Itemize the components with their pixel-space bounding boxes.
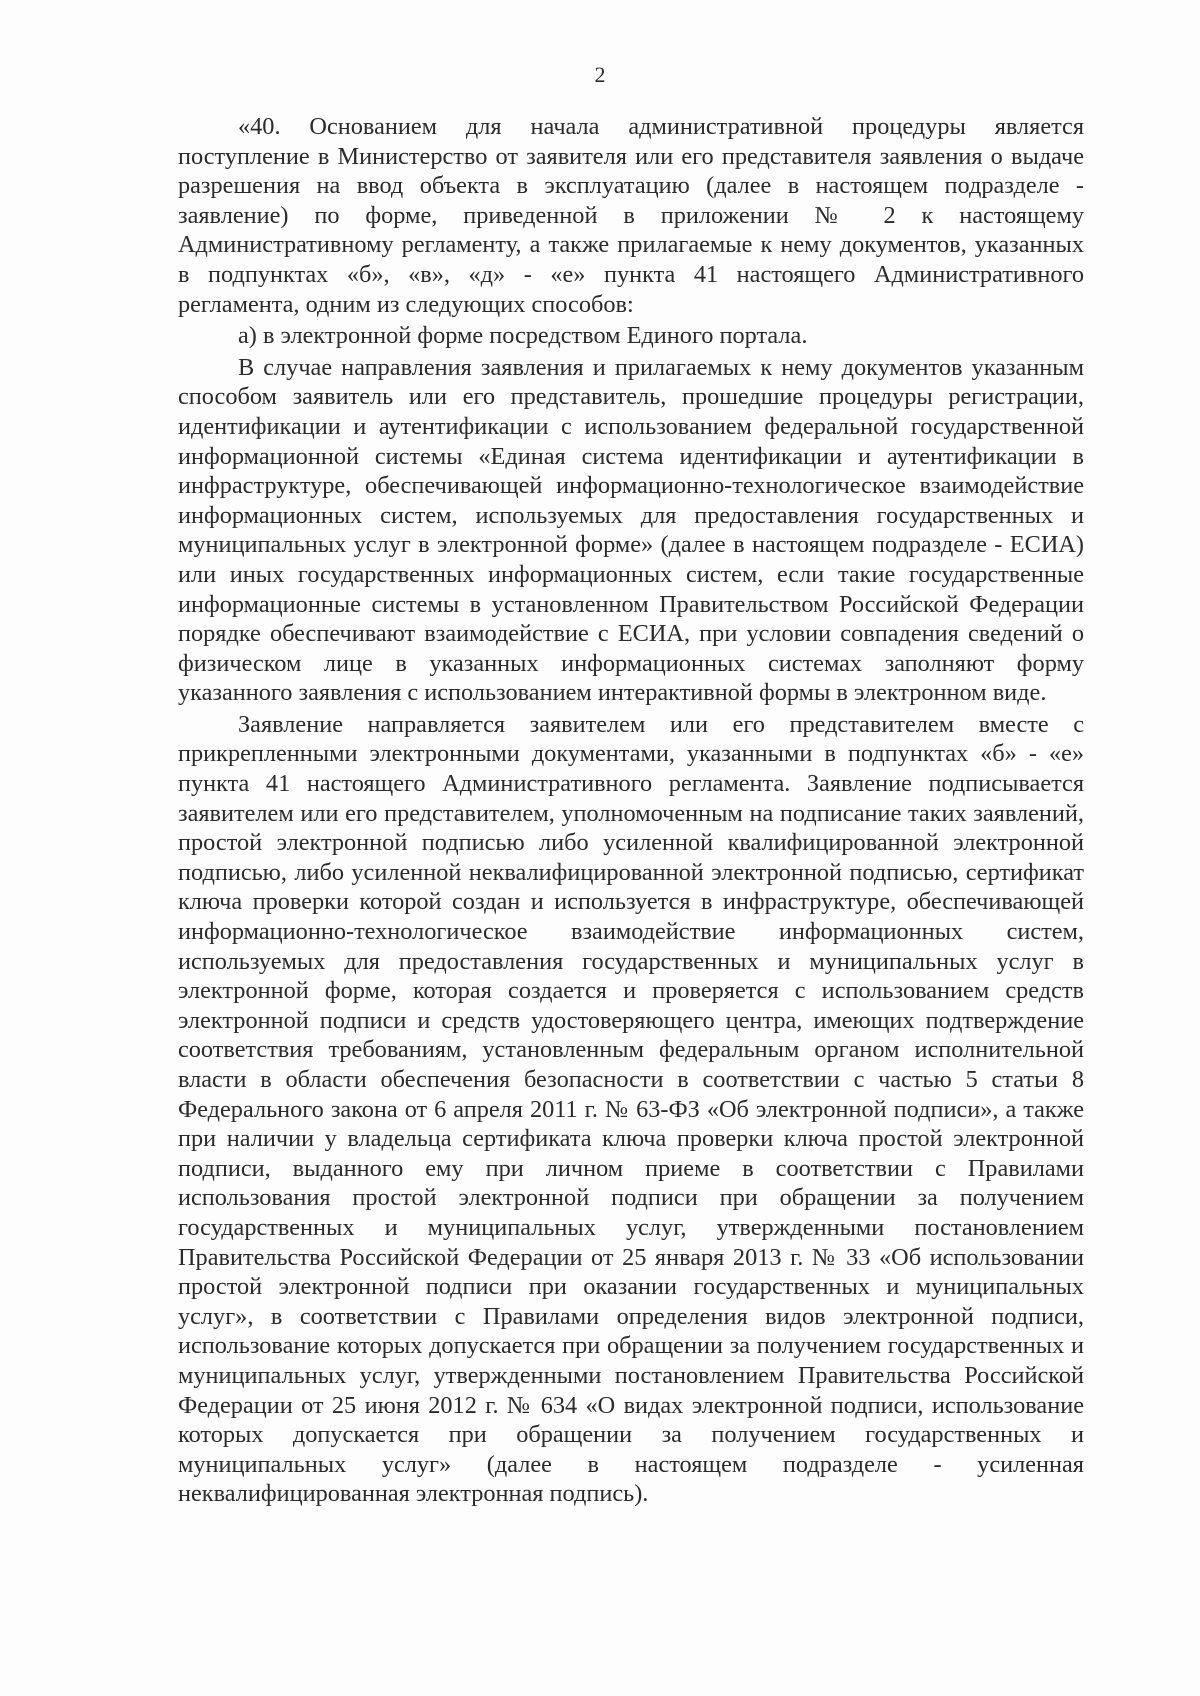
paragraph-basis: «40. Основанием для начала административной процедуры является поступление в Министерство от заявителя или его представителя заявления о выдаче разрешения на ввод объекта в эксплуатацию (далее в настоящем подразделе - заявление) по форме, приведенной в приложении № 2 к настоящему Административному регламенту, а также прилагаемые к нему документов, указанных в подпунктах «б», «в», «д» - «е» пункта 41 настоящего Административного регламента, одним из следующих способов: (178, 113, 1084, 318)
paragraph-method-a: а) в электронной форме посредством Единого портала. (238, 322, 808, 350)
page-number: 2 (594, 62, 606, 87)
paragraph-esia: В случае направления заявления и прилагаемых к нему документов указанным способом заявитель или его представитель, прошедшие процедуры регистрации, идентификации и аутентификации с использованием федеральной государственной информационной системы «Единая система идентификации и аутентификации в инфраструктуре, обеспечивающей информационно-технологическое взаимодействие информационных систем, используемых для предоставления государственных и муниципальных услуг в электронной форме» (далее в настоящем подразделе - ЕСИА) или иных государственных информационных систем, если такие государственные информационные системы в установленном Правительством Российской Федерации порядке обеспечивают взаимодействие с ЕСИА, при условии совпадения сведений о физическом лице в указанных информационных системах заполняют форму указанного заявления с использованием интерактивной формы в электронном виде. (178, 353, 1084, 707)
paragraph-signature: Заявление направляется заявителем или его представителем вместе с прикрепленными электронными документами, указанными в подпунктах «б» - «е» пункта 41 настоящего Административного регламента. Заявление подписывается заявителем или его представителем, уполномоченным на подписание таких заявлений, простой электронной подписью либо усиленной квалифицированной электронной подписью, либо усиленной неквалифицированной электронной подписью, сертификат ключа проверки которой создан и используется в инфраструктуре, обеспечивающей информационно-технологическое взаимодействие информационных систем, используемых для предоставления государственных и муниципальных услуг в электронной форме, которая создается и проверяется с использованием средств электронной подписи и средств удостоверяющего центра, имеющих подтверждение соответствия требованиям, установленным федеральным органом исполнительной власти в области обеспечения безопасности в соответствии с частью 5 статьи 8 Федерального закона от 6 апреля 2011 г. № 63-ФЗ «Об электронной подписи», а также при наличии у владельца сертификата ключа проверки ключа простой электронной подписи, выданного ему при личном приеме в соответствии с Правилами использования простой электронной подписи при обращении за получением государственных и муниципальных услуг, утвержденными постановлением Правительства Российской Федерации от 25 января 2013 г. № 33 «Об использовании простой электронной подписи при оказании государственных и муниципальных услуг», в соответствии с Правилами определения видов электронной подписи, использование которых допускается при обращении за получением государственных и муниципальных услуг, утвержденными постановлением Правительства Российской Федерации от 25 июня 2012 г. № 634 «О видах электронной подписи, использование которых допускается при обращении за получением государственных и муниципальных услуг» (далее в настоящем подразделе - усиленная неквалифицированная электронная подпись). (178, 710, 1084, 1508)
document-body (178, 112, 1084, 1509)
